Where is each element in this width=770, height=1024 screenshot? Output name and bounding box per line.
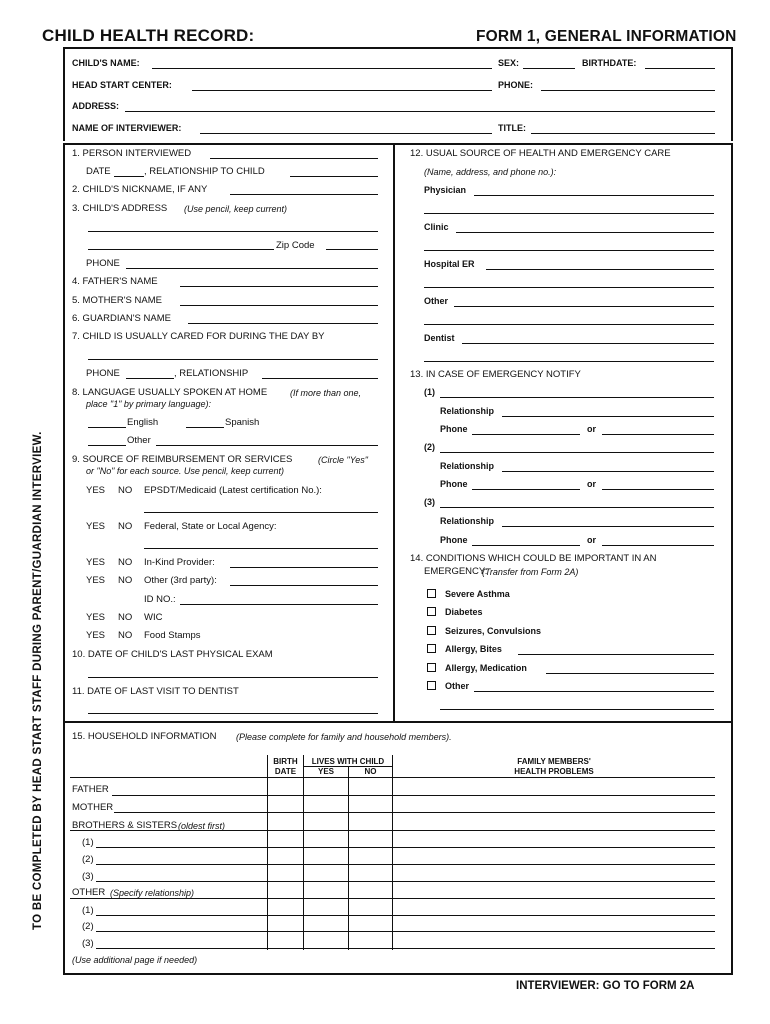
footer-instruction: INTERVIEWER: GO TO FORM 2A (516, 980, 695, 992)
clinic-field2[interactable] (424, 250, 714, 251)
other-3-label: (3) (82, 938, 94, 949)
q8-label: 8. LANGUAGE USUALLY SPOKEN AT HOME (72, 387, 268, 398)
father-label: FATHER (72, 784, 109, 795)
table-col-divider-1 (267, 755, 268, 950)
q11-field[interactable] (88, 713, 378, 714)
contact3-relationship-field[interactable] (502, 526, 714, 527)
q14-note: (Transfer from Form 2A) (482, 567, 579, 577)
physician-label: Physician (424, 185, 467, 195)
q12-note: (Name, address, and phone no.): (424, 167, 557, 177)
q2-field[interactable] (230, 194, 378, 195)
q9-note2: or "No" for each source. Use pencil, keep current) (86, 466, 284, 476)
q15-note: (Please complete for family and household members). (236, 732, 452, 742)
contact1-or: or (587, 424, 596, 434)
yes-other3[interactable]: YES (86, 575, 106, 586)
spanish-label: Spanish (225, 417, 260, 428)
contact1-relationship-field[interactable] (502, 416, 714, 417)
q9-note1: (Circle "Yes" (318, 455, 368, 465)
english-field[interactable] (88, 427, 126, 428)
contact1-phone-field[interactable] (472, 434, 580, 435)
allergy-bites-field[interactable] (518, 654, 714, 655)
q1-label: 1. PERSON INTERVIEWED (72, 148, 192, 159)
checkbox-diabetes[interactable] (427, 607, 436, 616)
dentist-field[interactable] (462, 343, 714, 344)
center-label: HEAD START CENTER: (72, 80, 172, 90)
q10-label: 10. DATE OF CHILD'S LAST PHYSICAL EXAM (72, 649, 273, 660)
q3-address-line1[interactable] (88, 231, 378, 232)
side-instruction: TO BE COMPLETED BY HEAD START STAFF DURING PARENT/GUARDIAN INTERVIEW. (32, 431, 44, 930)
dentist-field2[interactable] (424, 361, 714, 362)
clinic-field[interactable] (456, 232, 714, 233)
zip-code-label: Zip Code (276, 240, 315, 251)
q1-relationship-label: , RELATIONSHIP TO CHILD (144, 166, 265, 177)
contact3-name-field[interactable] (440, 507, 714, 508)
foodstamps-label: Food Stamps (144, 630, 201, 641)
asthma-label: Severe Asthma (445, 589, 510, 599)
father-row[interactable] (112, 795, 715, 796)
yes-wic[interactable]: YES (86, 612, 106, 623)
section15-divider (63, 721, 731, 723)
other-members-label: OTHER (72, 887, 106, 898)
contact1-phone-label: Phone (440, 424, 468, 434)
address-field[interactable] (125, 111, 715, 112)
q1-date-field[interactable] (114, 176, 144, 177)
interviewer-label: NAME OF INTERVIEWER: (72, 123, 182, 133)
title-field[interactable] (531, 133, 715, 134)
yes-inkind[interactable]: YES (86, 557, 106, 568)
q7-label: 7. CHILD IS USUALLY CARED FOR DURING THE DAY BY (72, 331, 325, 342)
contact2-phone-label: Phone (440, 479, 468, 489)
col-date: DATE (274, 767, 297, 776)
form-title: CHILD HEALTH RECORD: (42, 26, 255, 45)
epsdt-field[interactable] (144, 512, 378, 513)
sibling-2-label: (2) (82, 854, 94, 865)
checkbox-allergy-medication[interactable] (427, 663, 436, 672)
yes-epsdt[interactable]: YES (86, 485, 106, 496)
table-col-divider-2 (303, 755, 304, 950)
checkbox-asthma[interactable] (427, 589, 436, 598)
allergy-medication-label: Allergy, Medication (445, 663, 527, 673)
col-family1: FAMILY MEMBERS' (517, 757, 591, 766)
q3-address-line2[interactable] (88, 249, 274, 250)
q3-note: (Use pencil, keep current) (184, 204, 288, 214)
other-members-note: (Specify relationship) (110, 888, 195, 898)
other3-field[interactable] (230, 585, 378, 586)
contact3-or: or (587, 535, 596, 545)
inkind-label: In-Kind Provider: (144, 557, 215, 568)
contact3-phone2-field[interactable] (602, 545, 714, 546)
checkbox-seizures[interactable] (427, 626, 436, 635)
q4-label: 4. FATHER'S NAME (72, 276, 158, 287)
center-field[interactable] (192, 90, 492, 91)
other-1-row[interactable] (96, 915, 715, 916)
inkind-field[interactable] (230, 567, 378, 568)
contact1-num: (1) (424, 387, 435, 397)
siblings-note: (oldest first) (178, 821, 226, 831)
yes-federal[interactable]: YES (86, 521, 106, 532)
contact2-relationship-field[interactable] (502, 471, 714, 472)
q15-label: 15. HOUSEHOLD INFORMATION (72, 731, 217, 742)
q7-relationship-field[interactable] (262, 378, 378, 379)
allergy-bites-label: Allergy, Bites (445, 644, 502, 654)
contact3-num: (3) (424, 497, 435, 507)
spanish-field[interactable] (186, 427, 224, 428)
contact1-name-field[interactable] (440, 397, 714, 398)
wic-label: WIC (144, 612, 163, 623)
other3-label: Other (3rd party): (144, 575, 217, 586)
title-label: TITLE: (498, 123, 526, 133)
q3-phone-label: PHONE (86, 258, 120, 269)
top-phone-label: PHONE: (498, 80, 534, 90)
col-yes: YES (317, 767, 334, 776)
q4-field[interactable] (180, 286, 378, 287)
other-condition-label: Other (445, 681, 470, 691)
col-birth: BIRTH (273, 757, 298, 766)
care-other-label: Other (424, 296, 449, 306)
other-2-row[interactable] (96, 931, 715, 932)
contact1-relationship-label: Relationship (440, 406, 495, 416)
english-label: English (127, 417, 159, 428)
q6-field[interactable] (188, 323, 378, 324)
hospital-label: Hospital ER (424, 259, 475, 269)
no-inkind[interactable]: NO (118, 557, 133, 568)
contact2-or: or (587, 479, 596, 489)
sibling-2-row[interactable] (96, 864, 715, 865)
mother-row[interactable] (114, 812, 715, 813)
sex-label: SEX: (498, 58, 520, 68)
hospital-field2[interactable] (424, 287, 714, 288)
birthdate-label: BIRTHDATE: (582, 58, 637, 68)
table-col-divider-4 (392, 755, 393, 950)
q10-field[interactable] (88, 677, 378, 678)
address-label: ADDRESS: (72, 101, 120, 111)
yes-foodstamps[interactable]: YES (86, 630, 106, 641)
other-condition-field2[interactable] (440, 709, 714, 710)
other-2-label: (2) (82, 921, 94, 932)
clinic-label: Clinic (424, 222, 449, 232)
allergy-medication-field[interactable] (546, 673, 714, 674)
zip-code-field[interactable] (326, 249, 378, 250)
care-other-field[interactable] (454, 306, 714, 307)
contact2-num: (2) (424, 442, 435, 452)
sibling-1-label: (1) (82, 837, 94, 848)
q8-note1: (If more than one, (290, 388, 362, 398)
q3-label: 3. CHILD'S ADDRESS (72, 203, 168, 214)
contact1-phone2-field[interactable] (602, 434, 714, 435)
federal-field[interactable] (144, 548, 378, 549)
seizures-label: Seizures, Convulsions (445, 626, 542, 636)
no-federal[interactable]: NO (118, 521, 133, 532)
additional-page-note: (Use additional page if needed) (72, 955, 198, 965)
interviewer-field[interactable] (200, 133, 492, 134)
sibling-3-label: (3) (82, 871, 94, 882)
contact2-phone2-field[interactable] (602, 489, 714, 490)
epsdt-label: EPSDT/Medicaid (Latest certification No.): (144, 485, 322, 496)
q7-phone-label: PHONE (86, 368, 120, 379)
siblings-label: BROTHERS & SISTERS (72, 820, 178, 831)
q2-label: 2. CHILD'S NICKNAME, IF ANY (72, 184, 208, 195)
q9-label: 9. SOURCE OF REIMBURSEMENT OR SERVICES (72, 454, 293, 465)
q13-label: 13. IN CASE OF EMERGENCY NOTIFY (410, 369, 581, 380)
no-epsdt[interactable]: NO (118, 485, 133, 496)
sibling-1-row[interactable] (96, 847, 715, 848)
q8-note2: place "1" by primary language): (86, 399, 211, 409)
q7-field[interactable] (88, 359, 378, 360)
contact3-phone-label: Phone (440, 535, 468, 545)
childs-name-field[interactable] (152, 68, 492, 69)
other-1-label: (1) (82, 905, 94, 916)
care-other-field2[interactable] (424, 324, 714, 325)
id-no-label: ID NO.: (144, 594, 176, 605)
q14-label-b: EMERGENCY: (424, 566, 488, 577)
other-lang-spec[interactable] (156, 445, 378, 446)
column-divider (393, 145, 395, 721)
col-family2: HEALTH PROBLEMS (514, 767, 594, 776)
q3-phone-field[interactable] (126, 268, 378, 269)
federal-label: Federal, State or Local Agency: (144, 521, 277, 532)
checkbox-allergy-bites[interactable] (427, 644, 436, 653)
q7-relationship-label: , RELATIONSHIP (174, 368, 249, 379)
q11-label: 11. DATE OF LAST VISIT TO DENTIST (72, 686, 239, 697)
birthdate-field[interactable] (645, 68, 715, 69)
contact2-phone-field[interactable] (472, 489, 580, 490)
childs-name-label: CHILD'S NAME: (72, 58, 140, 68)
other-condition-field[interactable] (474, 691, 714, 692)
q5-field[interactable] (180, 305, 378, 306)
contact2-relationship-label: Relationship (440, 461, 495, 471)
col-no: NO (364, 767, 377, 776)
q1-date-label: DATE (86, 166, 111, 177)
contact3-phone-field[interactable] (472, 545, 580, 546)
contact2-name-field[interactable] (440, 452, 714, 453)
sex-field[interactable] (523, 68, 575, 69)
q7-phone-field[interactable] (126, 378, 174, 379)
q5-label: 5. MOTHER'S NAME (72, 295, 162, 306)
id-no-field[interactable] (180, 604, 378, 605)
siblings-row-line (70, 830, 715, 831)
q12-label: 12. USUAL SOURCE OF HEALTH AND EMERGENCY CARE (410, 148, 671, 159)
contact3-relationship-label: Relationship (440, 516, 495, 526)
q14-label: 14. CONDITIONS WHICH COULD BE IMPORTANT IN AN (410, 553, 657, 564)
diabetes-label: Diabetes (445, 607, 483, 617)
dentist-label: Dentist (424, 333, 455, 343)
other-row-line (70, 898, 715, 899)
q1-field[interactable] (210, 158, 378, 159)
no-other3[interactable]: NO (118, 575, 133, 586)
q6-label: 6. GUARDIAN'S NAME (72, 313, 171, 324)
no-wic[interactable]: NO (118, 612, 133, 623)
top-phone-field[interactable] (541, 90, 715, 91)
mother-label: MOTHER (72, 802, 114, 813)
other-lang-label: Other (127, 435, 151, 446)
form-subtitle: FORM 1, GENERAL INFORMATION (476, 28, 737, 45)
physician-field2[interactable] (424, 213, 714, 214)
table-header-line (70, 777, 715, 778)
col-lives: LIVES WITH CHILD (311, 757, 385, 766)
physician-field[interactable] (474, 195, 714, 196)
no-foodstamps[interactable]: NO (118, 630, 133, 641)
other-lang-field[interactable] (88, 445, 126, 446)
hospital-field[interactable] (486, 269, 714, 270)
table-col-divider-3 (348, 766, 349, 950)
other-3-row[interactable] (96, 948, 715, 949)
sibling-3-row[interactable] (96, 881, 715, 882)
q1-relationship-field[interactable] (290, 176, 378, 177)
checkbox-other-condition[interactable] (427, 681, 436, 690)
